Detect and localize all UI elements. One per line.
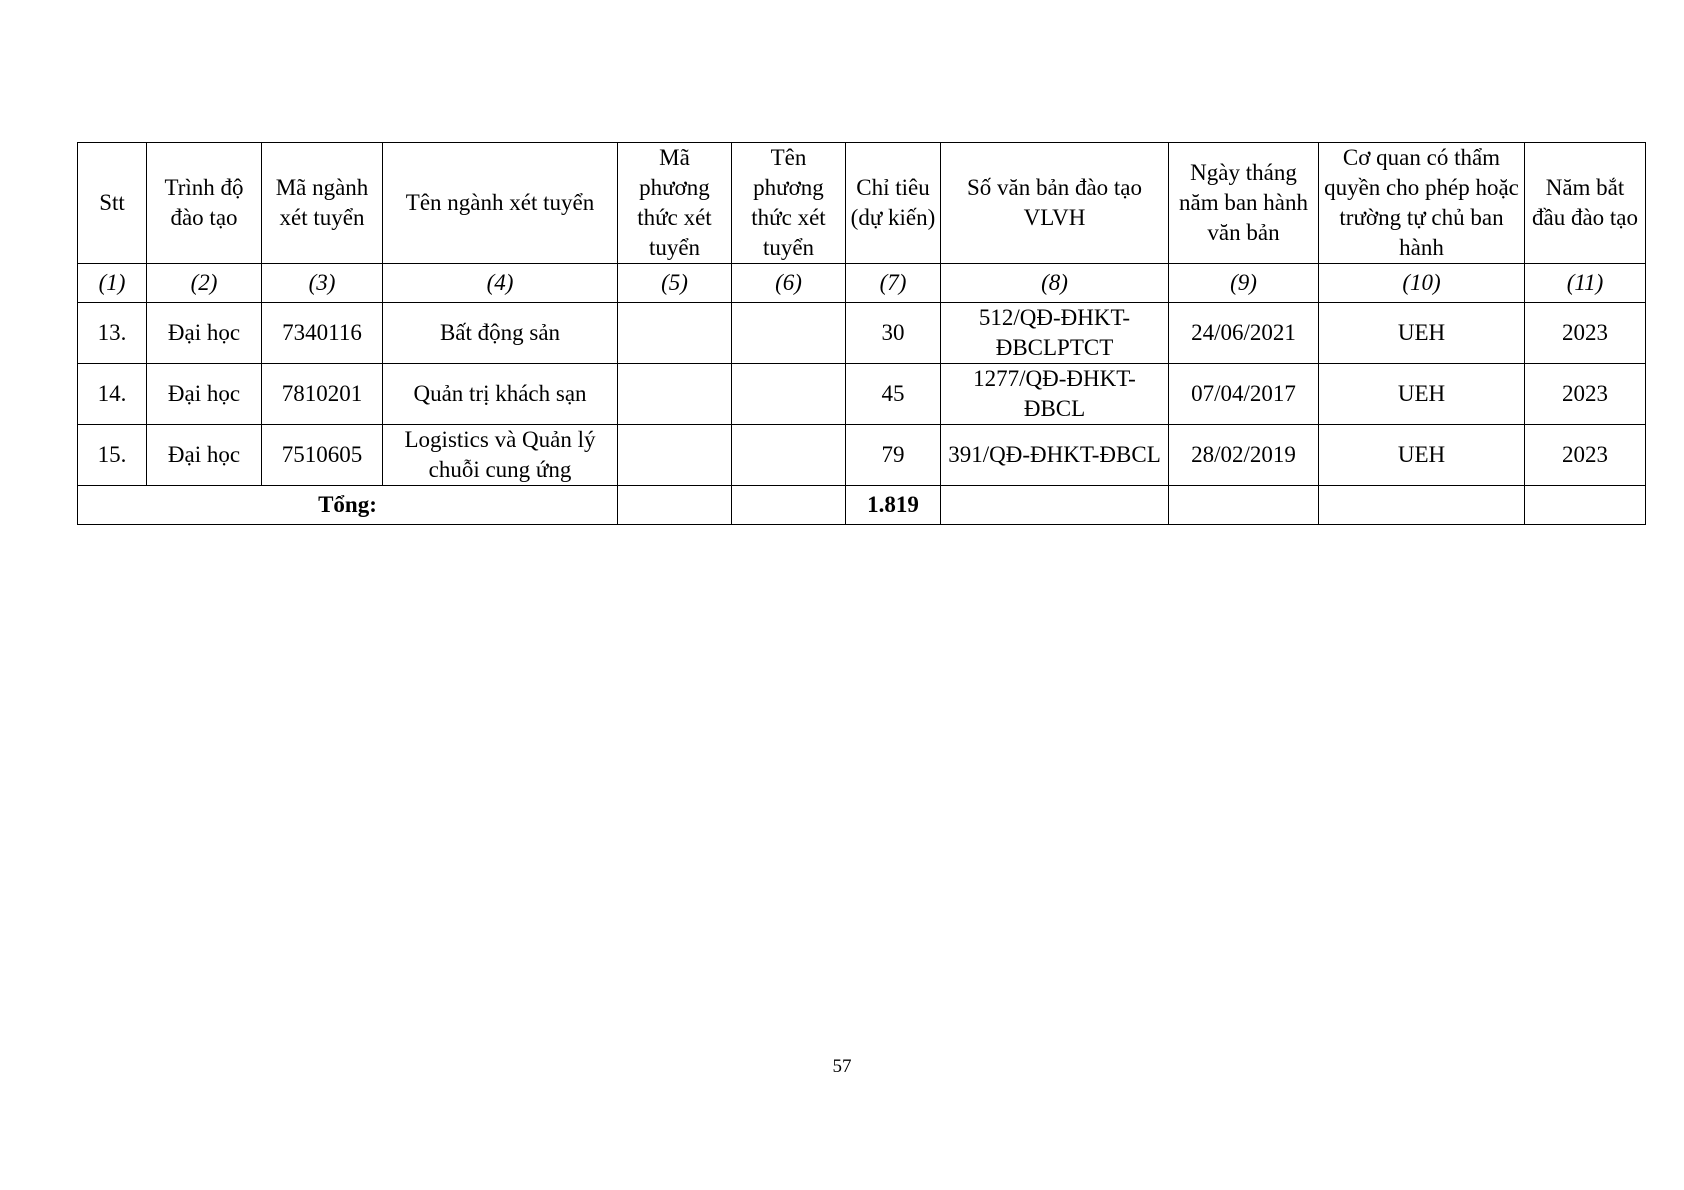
cell-major-name: Bất động sản — [383, 303, 618, 364]
column-number: (11) — [1525, 264, 1646, 303]
header-document-number: Số văn bản đào tạo VLVH — [941, 143, 1169, 264]
cell-training-level: Đại học — [147, 303, 262, 364]
cell-issuing-authority: UEH — [1319, 425, 1525, 486]
cell-quota: 45 — [846, 364, 941, 425]
header-quota: Chỉ tiêu (dự kiến) — [846, 143, 941, 264]
page-number: 57 — [832, 1056, 852, 1077]
header-training-level: Trình độ đào tạo — [147, 143, 262, 264]
cell-major-code: 7340116 — [262, 303, 383, 364]
column-number: (9) — [1169, 264, 1319, 303]
cell-major-code: 7810201 — [262, 364, 383, 425]
cell-major-name: Logistics và Quản lý chuỗi cung ứng — [383, 425, 618, 486]
header-method-code: Mã phương thức xét tuyển — [618, 143, 732, 264]
total-empty-cell — [1319, 486, 1525, 525]
cell-issuing-authority: UEH — [1319, 364, 1525, 425]
cell-document-number: 1277/QĐ-ĐHKT-ĐBCL — [941, 364, 1169, 425]
column-number: (3) — [262, 264, 383, 303]
column-number: (1) — [78, 264, 147, 303]
cell-stt: 15. — [78, 425, 147, 486]
total-empty-cell — [941, 486, 1169, 525]
total-empty-cell — [1525, 486, 1646, 525]
cell-document-number: 391/QĐ-ĐHKT-ĐBCL — [941, 425, 1169, 486]
cell-stt: 13. — [78, 303, 147, 364]
header-major-code: Mã ngành xét tuyển — [262, 143, 383, 264]
cell-issue-date: 07/04/2017 — [1169, 364, 1319, 425]
cell-stt: 14. — [78, 364, 147, 425]
total-empty-cell — [732, 486, 846, 525]
column-number: (8) — [941, 264, 1169, 303]
cell-issuing-authority: UEH — [1319, 303, 1525, 364]
cell-training-level: Đại học — [147, 425, 262, 486]
cell-quota: 79 — [846, 425, 941, 486]
cell-start-year: 2023 — [1525, 425, 1646, 486]
column-number: (4) — [383, 264, 618, 303]
header-major-name: Tên ngành xét tuyển — [383, 143, 618, 264]
header-issue-date: Ngày tháng năm ban hành văn bản — [1169, 143, 1319, 264]
cell-method-code — [618, 364, 732, 425]
cell-start-year: 2023 — [1525, 303, 1646, 364]
total-value: 1.819 — [846, 486, 941, 525]
table-row — [78, 364, 1646, 425]
cell-issue-date: 28/02/2019 — [1169, 425, 1319, 486]
total-row — [78, 486, 1646, 525]
column-number: (2) — [147, 264, 262, 303]
total-label: Tổng: — [78, 486, 618, 525]
total-empty-cell — [618, 486, 732, 525]
total-empty-cell — [1169, 486, 1319, 525]
header-row — [78, 143, 1646, 264]
column-number: (6) — [732, 264, 846, 303]
column-number: (5) — [618, 264, 732, 303]
column-number-row — [78, 264, 1646, 303]
cell-major-name: Quản trị khách sạn — [383, 364, 618, 425]
cell-method-code — [618, 425, 732, 486]
table-row — [78, 303, 1646, 364]
cell-document-number: 512/QĐ-ĐHKT-ĐBCLPTCT — [941, 303, 1169, 364]
table-row — [78, 425, 1646, 486]
column-number: (7) — [846, 264, 941, 303]
cell-method-name — [732, 364, 846, 425]
cell-start-year: 2023 — [1525, 364, 1646, 425]
header-start-year: Năm bắt đầu đào tạo — [1525, 143, 1646, 264]
header-issuing-authority: Cơ quan có thẩm quyền cho phép hoặc trường tự chủ ban hành — [1319, 143, 1525, 264]
cell-method-name — [732, 425, 846, 486]
cell-major-code: 7510605 — [262, 425, 383, 486]
cell-quota: 30 — [846, 303, 941, 364]
cell-method-code — [618, 303, 732, 364]
header-method-name: Tên phương thức xét tuyển — [732, 143, 846, 264]
cell-training-level: Đại học — [147, 364, 262, 425]
cell-issue-date: 24/06/2021 — [1169, 303, 1319, 364]
cell-method-name — [732, 303, 846, 364]
column-number: (10) — [1319, 264, 1525, 303]
admissions-table — [77, 142, 1646, 525]
header-stt: Stt — [78, 143, 147, 264]
